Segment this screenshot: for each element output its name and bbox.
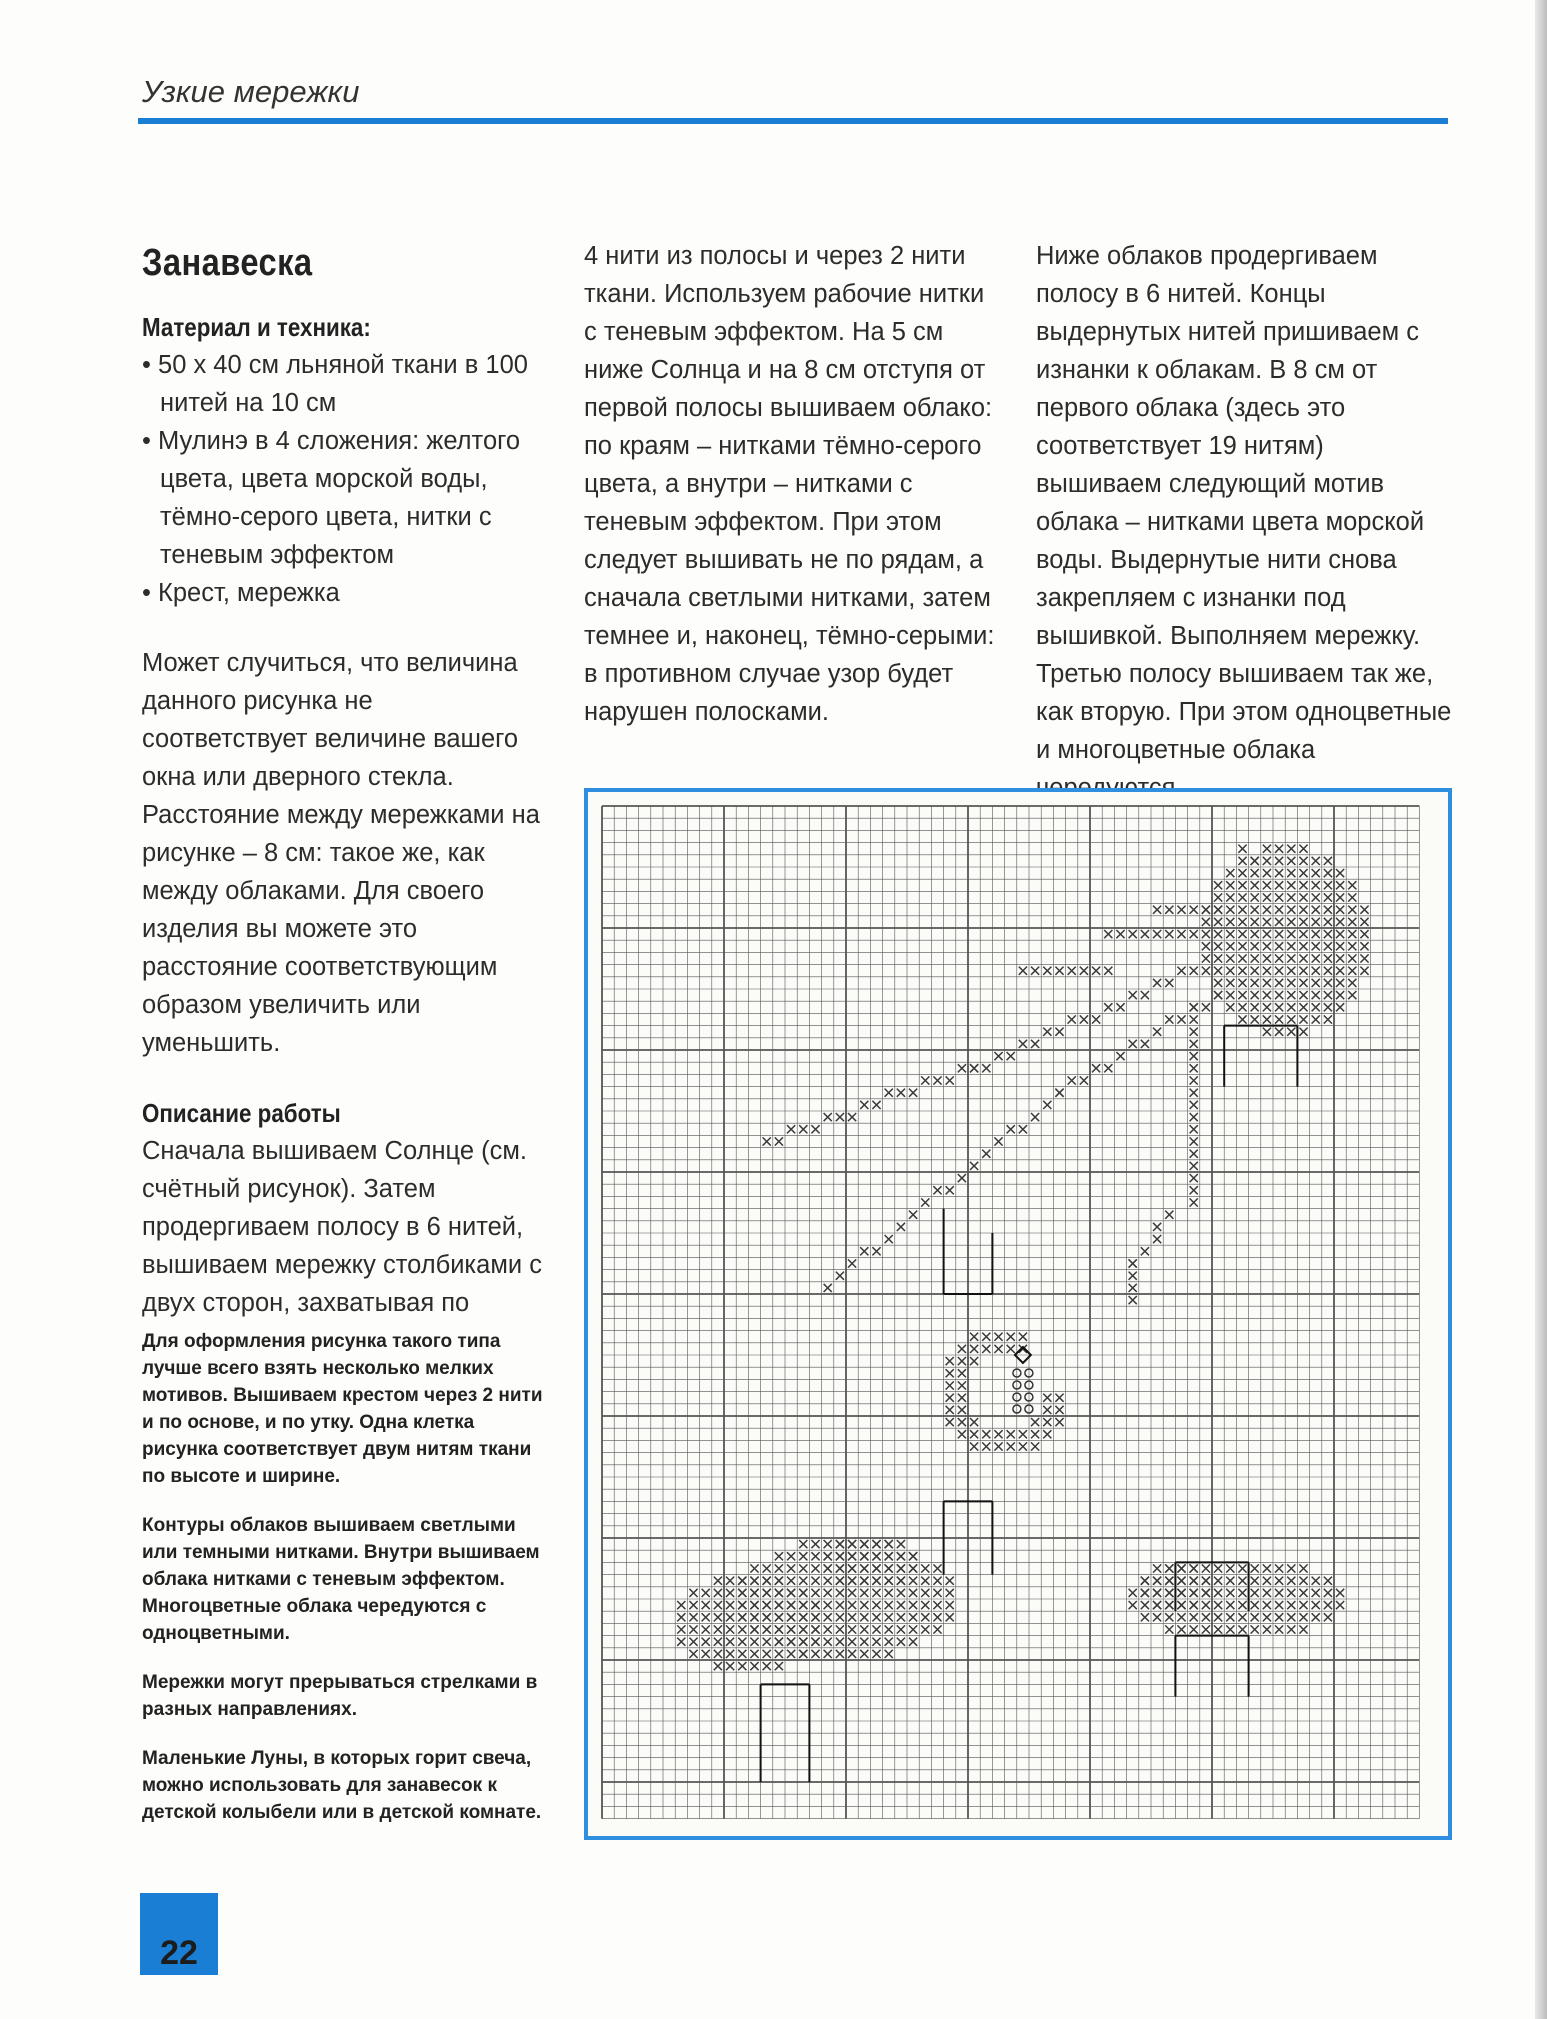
work-paragraph-3: Ниже облаков продергиваем полосу в 6 нитей. Концы выдернутых нитей пришиваем с изнанки к облакам. В 8 см от первого облака (здесь это соответствует 19 нитям) вышиваем следующий мотив облака – нитками цвета морской воды. Выдернутые нити снова закрепляем с изнанки под вышивкой. Выполняем мережку. Третью полосу вышиваем так же, как вторую. При этом одноцветные и многоцветные облака: [1036, 242, 1452, 764]
sidebar-notes: [142, 1328, 552, 1848]
list-item: • 50 х 40 см льняной ткани в 100 нитей на 10 см: [142, 346, 542, 422]
work-paragraph-2: 4 нити из полосы и через 2 нити ткани. Используем рабочие нитки с теневым эффектом. На 5 см ниже Солнца и на 8 см отступя от первой полосы вышиваем облако: по краям – нитками тёмно-серого цвета, а внутри – нитками с теневым эффектом. При этом следует вышивать не по рядам, а сначала светлыми нитками, затем темнее и, наконец, тёмно-серыми: в противном случае узор будет нарушен полосками.: [584, 242, 995, 726]
note-2: Контуры облаков вышиваем светлыми или темными нитками. Внутри вышиваем облака нитками с теневым эффектом. Многоцветные облака чередуются с одноцветными.: [142, 1515, 540, 1644]
page-number-box: [140, 1893, 218, 1975]
page-title: Занавеска: [142, 242, 313, 284]
cross-stitch-pattern: [588, 792, 1448, 1836]
intro-paragraph: Может случиться, что величина данного рисунка не соответствует величине вашего окна или дверного стекла. Расстояние между мережками на рисунке – 8 см: такое же, как между облаками. Для своего изделия вы можете это расстояние соответствующим образом увеличить или уменьшить.: [142, 649, 540, 1057]
note-4: Маленькие Луны, в которых горит свеча, можно использовать для занавесок к детской колыбели или в детской комнате.: [142, 1748, 542, 1823]
column-1: [142, 240, 542, 1322]
page-number: 22: [160, 1934, 198, 1972]
materials-heading: Материал и техника:: [142, 312, 371, 342]
column-3: [1036, 237, 1456, 807]
list-item: • Крест, мережка: [142, 574, 542, 612]
note-1: Для оформления рисунка такого типа лучше всего взять несколько мелких мотивов. Вышиваем крестом через 2 нити и по основе, и по утку. Одна клетка рисунка соответствует двум нитям ткани по высоте и ширине.: [142, 1331, 543, 1487]
column-2: [584, 237, 1004, 731]
list-item: • Мулинэ в 4 сложения: желтого цвета, цвета морской воды, тёмно-серого цвета, нитки с теневым эффектом: [142, 422, 542, 574]
page-edge-shadow: [1535, 0, 1547, 2019]
work-paragraph-1: Сначала вышиваем Солнце (см. счётный рисунок). Затем продергиваем полосу в 6 нитей, вышиваем мережку столбиками с двух сторон, захватывая по: [142, 1137, 542, 1317]
work-heading: Описание работы: [142, 1098, 341, 1128]
materials-list: [142, 346, 542, 612]
note-3: Мережки могут прерываться стрелками в разных направлениях.: [142, 1672, 538, 1720]
cross-stitch-chart: [584, 788, 1452, 1840]
header-rule: [138, 118, 1448, 124]
running-head: Узкие мережки: [142, 74, 360, 109]
